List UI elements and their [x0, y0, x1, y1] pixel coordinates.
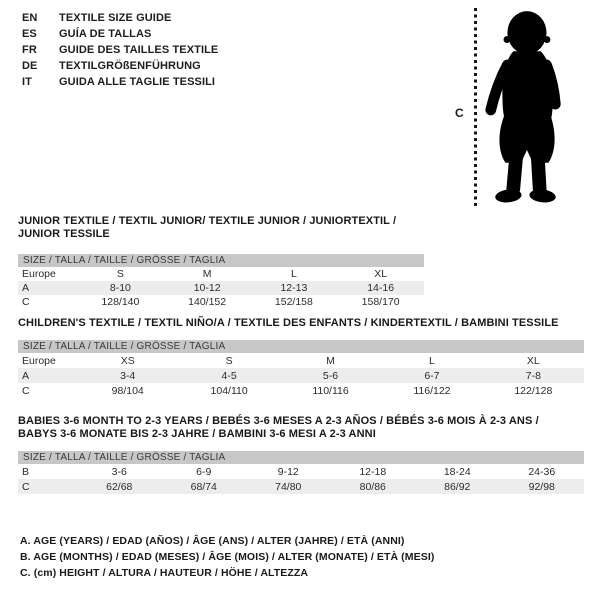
- size-cell: 152/158: [274, 296, 313, 308]
- note-line: B. AGE (MONTHS) / EDAD (MESES) / ÂGE (MOIS) / ALTER (MONATE) / ETÀ (MESI): [20, 551, 435, 563]
- size-cell: S: [116, 268, 124, 280]
- size-cell: 18-24: [443, 465, 471, 478]
- language-item: [22, 42, 218, 58]
- size-cell: 7-8: [525, 369, 541, 382]
- table-row: [18, 383, 584, 398]
- row-label: C: [22, 480, 30, 493]
- table-rows: [18, 464, 584, 494]
- size-cell: S: [225, 354, 233, 367]
- size-cell: M: [202, 268, 212, 280]
- size-cell: 74/80: [275, 480, 302, 493]
- row-label: A: [22, 282, 30, 294]
- row-label: A: [22, 369, 30, 382]
- size-cell: 4-5: [221, 369, 237, 382]
- table-row: [18, 464, 584, 479]
- size-cell: 80/86: [359, 480, 386, 493]
- size-cell: 110/116: [312, 384, 349, 397]
- legend-notes: [20, 533, 434, 581]
- size-cell: 3-4: [120, 369, 136, 382]
- table-row: [18, 281, 424, 295]
- size-cell: 12-13: [280, 282, 308, 294]
- size-cell: 98/104: [111, 384, 144, 397]
- size-cell: 158/170: [361, 296, 400, 308]
- size-cell: 9-12: [277, 465, 299, 478]
- language-item: [22, 26, 218, 42]
- table-row: [18, 267, 424, 281]
- row-label: Europe: [22, 268, 56, 280]
- language-item: [22, 74, 218, 90]
- size-header-bar: SIZE / TALLA / TAILLE / GRÖSSE / TAGLIA: [18, 254, 424, 267]
- language-title: GUÍA DE TALLAS: [59, 28, 152, 40]
- table-rows: [18, 353, 584, 398]
- size-cell: 122/128: [514, 384, 553, 397]
- size-cell: 128/140: [101, 296, 140, 308]
- height-label: C: [455, 106, 464, 120]
- language-title: GUIDA ALLE TAGLIE TESSILI: [59, 76, 216, 88]
- size-cell: 6-9: [196, 465, 212, 478]
- table-title: [18, 415, 584, 441]
- table-row: [18, 295, 424, 309]
- size-cell: 10-12: [193, 282, 221, 294]
- note-line: A. AGE (YEARS) / EDAD (AÑOS) / ÂGE (ANS) / ALTER (JAHRE) / ETÀ (ANNI): [20, 535, 405, 547]
- language-code: EN: [22, 12, 38, 24]
- size-cell: 14-16: [367, 282, 395, 294]
- children-size-table: [18, 317, 584, 398]
- babies-size-table: [18, 415, 584, 494]
- row-label: C: [22, 296, 30, 308]
- size-cell: 92/98: [528, 480, 555, 493]
- table-rows: [18, 267, 424, 309]
- size-cell: XS: [120, 354, 135, 367]
- size-cell: 86/92: [444, 480, 471, 493]
- language-code: DE: [22, 60, 38, 72]
- language-code: FR: [22, 44, 37, 56]
- size-cell: M: [326, 354, 335, 367]
- language-item: [22, 10, 218, 26]
- table-row: [18, 479, 584, 494]
- language-title: TEXTILE SIZE GUIDE: [59, 12, 172, 24]
- size-cell: 140/152: [188, 296, 227, 308]
- language-item: [22, 58, 218, 74]
- size-header-bar: SIZE / TALLA / TAILLE / GRÖSSE / TAGLIA: [18, 340, 584, 353]
- table-title-line: CHILDREN'S TEXTILE / TEXTIL NIÑO/A / TEXTILE DES ENFANTS / KINDERTEXTIL / BAMBINI TESSILE: [18, 317, 559, 329]
- size-cell: 8-10: [109, 282, 131, 294]
- size-cell: 104/110: [210, 384, 248, 397]
- size-cell: 5-6: [322, 369, 339, 382]
- size-cell: L: [290, 268, 297, 280]
- table-title: [18, 215, 424, 241]
- size-cell: 68/74: [190, 480, 217, 493]
- size-cell: 3-6: [111, 465, 127, 478]
- size-cell: 6-7: [424, 369, 440, 382]
- row-label: B: [22, 465, 30, 478]
- table-title: [18, 317, 584, 330]
- size-cell: 12-18: [359, 465, 387, 478]
- row-label: Europe: [22, 354, 56, 367]
- size-cell: XL: [374, 268, 388, 280]
- language-code: ES: [22, 28, 37, 40]
- table-row: [18, 353, 584, 368]
- table-row: [18, 368, 584, 383]
- language-code: IT: [22, 76, 32, 88]
- size-cell: 24-36: [528, 465, 556, 478]
- row-label: C: [22, 384, 30, 397]
- language-title: TEXTILGRÖßENFÜHRUNG: [59, 60, 201, 72]
- height-measure-dotted-line: [474, 8, 477, 206]
- size-cell: 116/122: [413, 384, 451, 397]
- size-cell: 62/68: [106, 480, 133, 493]
- table-title-line: BABYS 3-6 MONATE BIS 2-3 JAHRE / BAMBINI 3-6 MESI A 2-3 ANNI: [18, 428, 376, 440]
- language-title: GUIDE DES TAILLES TEXTILE: [59, 44, 219, 56]
- note-line: C. (cm) HEIGHT / ALTURA / HAUTEUR / HÖHE / ALTEZZA: [20, 567, 309, 579]
- table-title-line: BABIES 3-6 MONTH TO 2-3 YEARS / BEBÉS 3-6 MESES A 2-3 AÑOS / BÉBÉS 3-6 MOIS À 2-3 ANS /: [18, 415, 539, 427]
- size-cell: L: [429, 354, 435, 367]
- size-cell: XL: [526, 354, 540, 367]
- language-list: [22, 10, 218, 90]
- junior-size-table: [18, 215, 424, 309]
- size-header-bar: SIZE / TALLA / TAILLE / GRÖSSE / TAGLIA: [18, 451, 584, 464]
- table-title-line: JUNIOR TEXTILE / TEXTIL JUNIOR/ TEXTILE JUNIOR / JUNIORTEXTIL / JUNIOR TESSILE: [18, 215, 397, 240]
- baby-silhouette-icon: [481, 6, 569, 208]
